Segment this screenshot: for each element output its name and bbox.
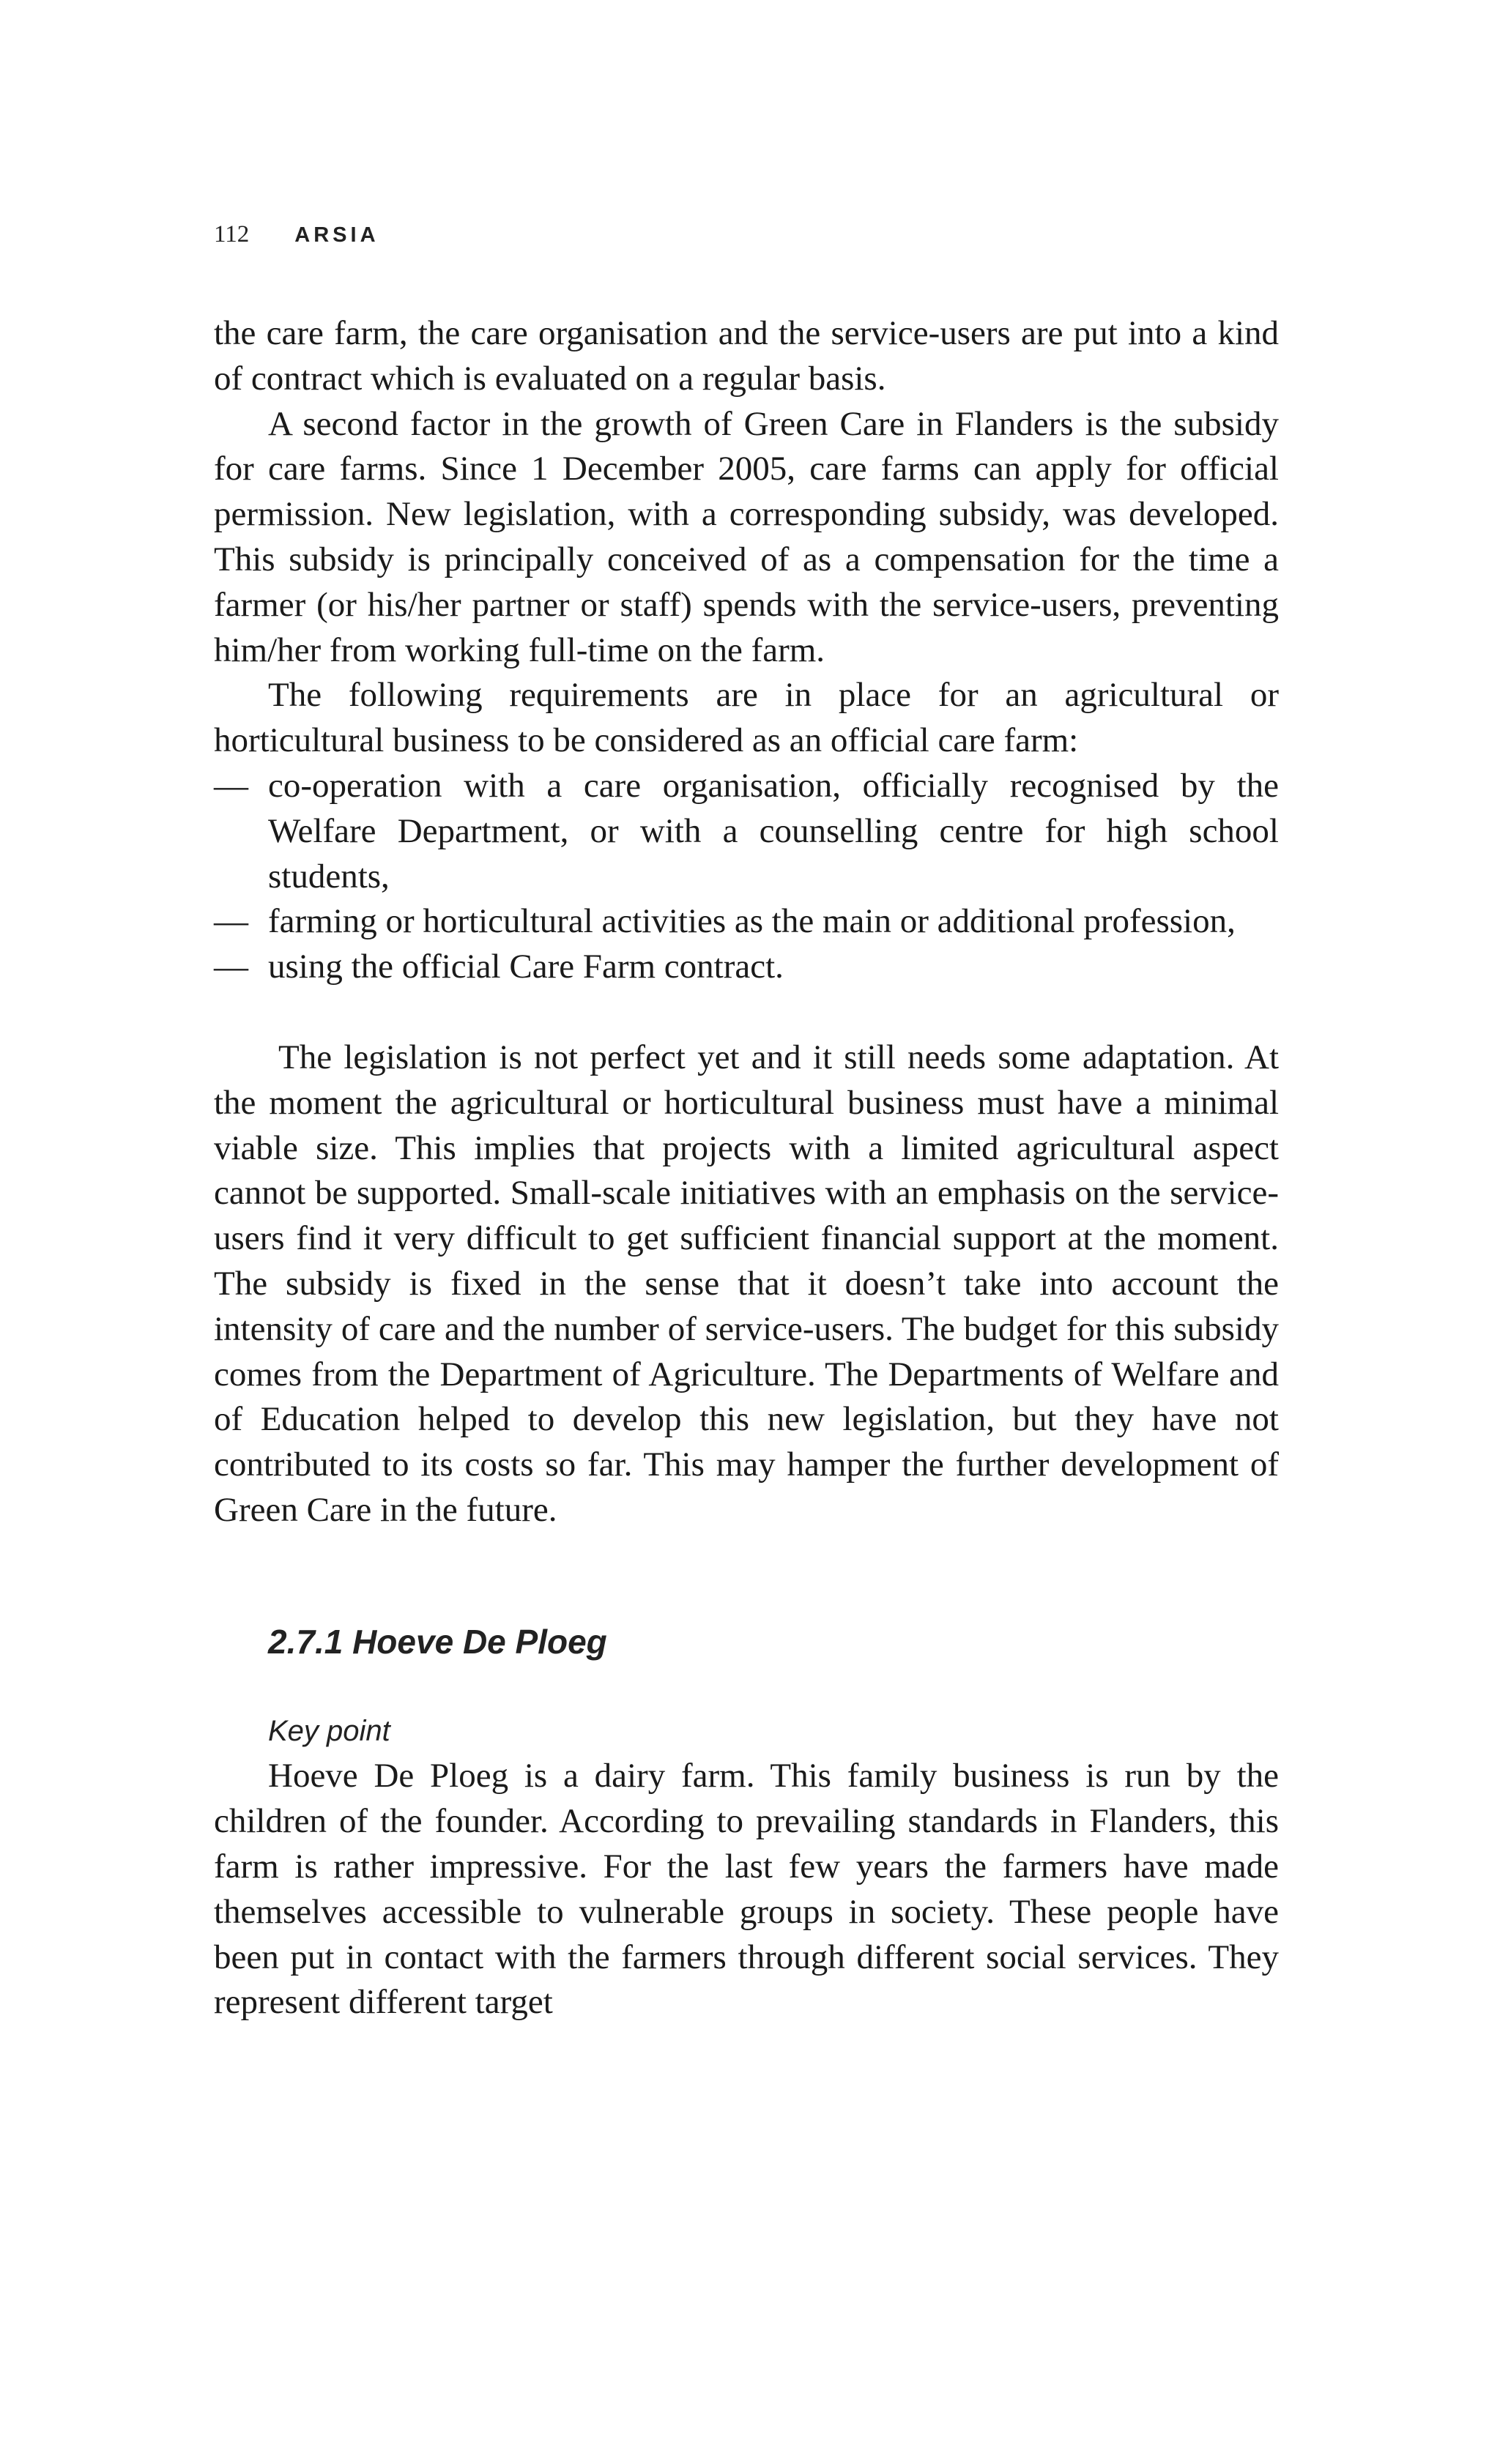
requirement-text: farming or horticultural activities as the main or additional profession, [268, 902, 1236, 941]
requirement-text: using the official Care Farm contract. [268, 948, 784, 986]
spacer [214, 990, 1279, 1035]
spacer [214, 1665, 1279, 1709]
paragraph-requirements-intro: The following requirements are in place for an agricultural or horticultural business to be considered as an official care farm: [214, 676, 1279, 760]
requirements-list [214, 764, 1279, 990]
list-item [214, 945, 1279, 990]
dash-bullet: — [214, 948, 248, 986]
dash-bullet: — [214, 766, 248, 805]
body-text [214, 311, 1279, 2025]
paragraph-hoeve-de-ploeg: Hoeve De Ploeg is a dairy farm. This family business is run by the children of the founder. According to prevailing standards in Flanders, this farm is rather impressive. For the last few years the farmers have made themselves accessible to vulnerable groups in society. These people have been put in contact with the farmers through different social services. They represent different target [214, 1757, 1279, 2022]
paragraph-subsidy: A second factor in the growth of Green Care in Flanders is the subsidy for care farms. Since 1 December 2005, care farms can apply for official permission. New legislation, with a corresponding subsidy, was developed. This subsidy is principally conceived of as a compensation for the time a farmer (or his/her partner or staff) spends with the service-users, preventing him/her from working full-time on the farm. [214, 404, 1279, 669]
list-item [214, 764, 1279, 899]
dash-bullet: — [214, 902, 248, 941]
key-point-label: Key point [268, 1714, 390, 1747]
list-item [214, 899, 1279, 945]
requirement-text: co-operation with a care organisation, officially recognised by the Welfare Department, or with a counselling centre for high school students, [268, 766, 1279, 896]
spacer [214, 1533, 1279, 1620]
page-number: 112 [214, 221, 250, 247]
paragraph-legislation: The legislation is not perfect yet and it still needs some adaptation. At the moment the agricultural or horticultural business must have a minimal viable size. This implies that projects with a limited agricultural aspect cannot be supported. Small-scale initiatives with an emphasis on the service-users find it very difficult to get sufficient financial support at the moment. The subsidy is fixed in the sense that it doesn’t take into account the intensity of care and the number of service-users. The budget for this subsidy comes from the Department of Agriculture. The Departments of Welfare and of Education helped to develop this new legislation, but they have not contributed to its costs so far. This may hamper the further development of Green Care in the future. [214, 1038, 1279, 1529]
journal-name: ARSIA [294, 223, 379, 247]
paragraph-contract: the care farm, the care organisation and the service-users are put into a kind of contract which is evaluated on a regular basis. [214, 314, 1279, 398]
running-head [214, 221, 379, 256]
section-heading: 2.7.1 Hoeve De Ploeg [268, 1622, 607, 1661]
